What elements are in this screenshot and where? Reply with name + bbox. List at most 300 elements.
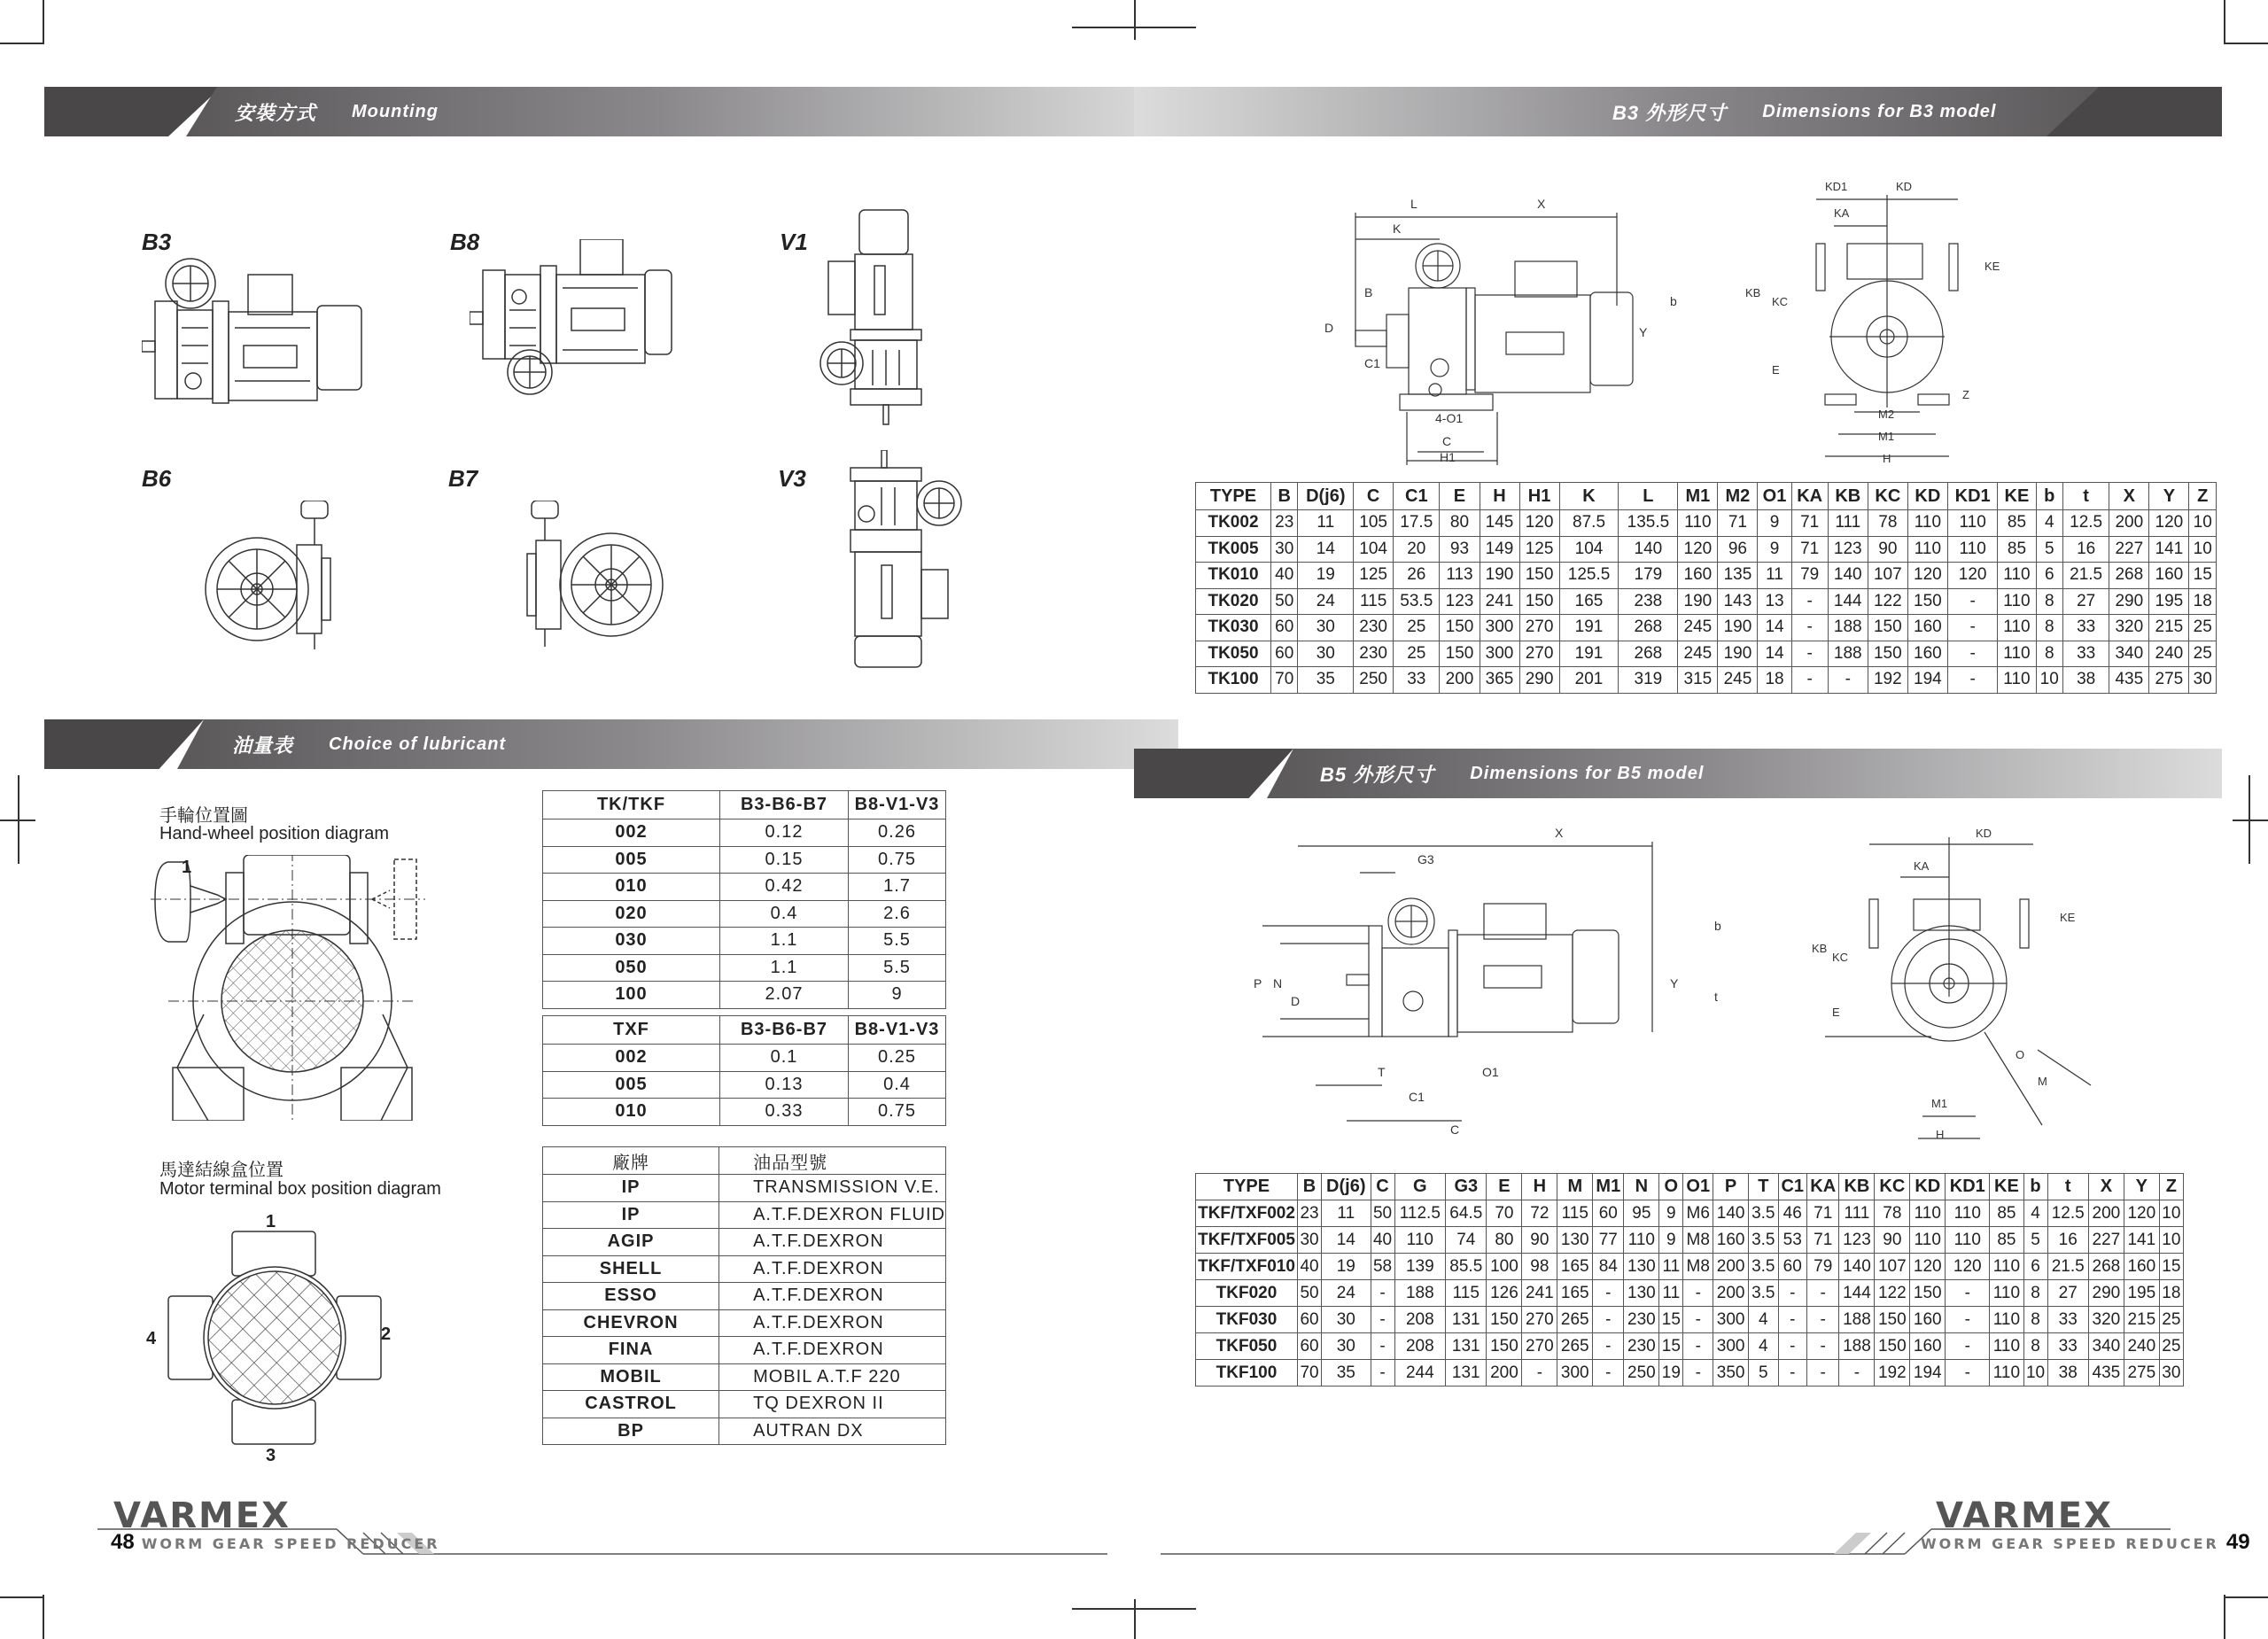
value-cell: 319	[1619, 667, 1678, 694]
table-row	[1196, 588, 2217, 615]
value-cell: 40	[1271, 563, 1298, 589]
value-cell: 245	[1678, 641, 1718, 667]
value-cell: 85	[1998, 510, 2036, 537]
table-row	[543, 874, 946, 901]
type-cell: TK020	[1196, 588, 1271, 615]
handwheel-caption-en: Hand-wheel position diagram	[159, 824, 390, 843]
svg-text:M1: M1	[1931, 1097, 1948, 1110]
oil-cell: A.T.F.DEXRON	[719, 1255, 946, 1283]
header-cell: O1	[1758, 483, 1791, 510]
header-cell: D(j6)	[1298, 483, 1354, 510]
b3-title-cn: B3 外形尺寸	[1612, 101, 1728, 124]
svg-text:Y: Y	[1639, 325, 1648, 339]
terminal-box-position-diagram	[164, 1227, 385, 1449]
value-cell: 16	[2062, 536, 2109, 563]
svg-text:H: H	[1936, 1128, 1945, 1141]
brand-cell: AGIP	[543, 1229, 719, 1256]
crop-mark	[43, 1595, 44, 1639]
brand-cell: ESSO	[543, 1283, 719, 1310]
value-cell: 50	[1298, 1280, 1322, 1307]
value-cell: 270	[1522, 1333, 1557, 1360]
table-row	[1196, 1333, 2184, 1360]
value-cell: 265	[1557, 1333, 1593, 1360]
value-cell: 30	[1322, 1333, 1371, 1360]
value-cell: 200	[1713, 1280, 1749, 1307]
header-cell: TYPE	[1196, 1174, 1298, 1200]
value-cell: 110	[1394, 1227, 1446, 1254]
value-cell: 4	[2023, 1200, 2047, 1227]
svg-text:KC: KC	[1772, 295, 1789, 308]
table-row	[1196, 1254, 2184, 1280]
mounting-title-en: Mounting	[352, 101, 439, 121]
header-cell: H	[1480, 483, 1519, 510]
svg-text:KD: KD	[1896, 180, 1913, 193]
cell: 5.5	[849, 928, 946, 955]
value-cell: 9	[1758, 536, 1791, 563]
brand-cell: MOBIL	[543, 1363, 719, 1391]
value-cell: 24	[1322, 1280, 1371, 1307]
value-cell: 126	[1487, 1280, 1522, 1307]
value-cell: 149	[1480, 536, 1519, 563]
type-cell: TK005	[1196, 536, 1271, 563]
value-cell: 150	[1875, 1307, 1910, 1333]
brand-cell: BP	[543, 1418, 719, 1445]
value-cell: 71	[1791, 536, 1828, 563]
table-row	[543, 1175, 946, 1202]
value-cell: M8	[1683, 1254, 1713, 1280]
value-cell: 320	[2088, 1307, 2124, 1333]
value-cell: 19	[1659, 1360, 1683, 1387]
svg-text:M: M	[2038, 1075, 2047, 1088]
type-cell: TKF100	[1196, 1360, 1298, 1387]
crop-mark	[2224, 1596, 2268, 1598]
value-cell: 165	[1557, 1280, 1593, 1307]
oil-cell: MOBIL A.T.F 220	[719, 1363, 946, 1391]
value-cell: 87.5	[1559, 510, 1619, 537]
table-row	[543, 1391, 946, 1418]
header-cell: KD1	[1946, 1174, 1990, 1200]
table-row	[543, 1309, 946, 1337]
header-cell: B3-B6-B7	[720, 1016, 849, 1045]
header-cell: K	[1559, 483, 1619, 510]
value-cell: 300	[1713, 1307, 1749, 1333]
value-cell: 125	[1519, 536, 1559, 563]
crop-mark	[2233, 820, 2268, 821]
value-cell: 60	[1298, 1307, 1322, 1333]
value-cell: 135.5	[1619, 510, 1678, 537]
type-cell: TK002	[1196, 510, 1271, 537]
value-cell: 250	[1624, 1360, 1659, 1387]
value-cell: 268	[2088, 1254, 2124, 1280]
value-cell: 100	[1487, 1254, 1522, 1280]
value-cell: 240	[2124, 1333, 2159, 1360]
oil-cell: A.T.F.DEXRON	[719, 1229, 946, 1256]
header-cell: G3	[1446, 1174, 1487, 1200]
crop-mark	[0, 1596, 44, 1598]
oil-cell: A.T.F.DEXRON FLUID	[719, 1201, 946, 1229]
value-cell: 95	[1624, 1200, 1659, 1227]
value-cell: 140	[1619, 536, 1678, 563]
value-cell: 84	[1593, 1254, 1624, 1280]
value-cell: 160	[1910, 1307, 1946, 1333]
header-cell: KC	[1875, 1174, 1910, 1200]
svg-text:b: b	[1714, 919, 1721, 933]
cell: 020	[543, 900, 720, 928]
value-cell: 123	[1440, 588, 1480, 615]
value-cell: 30	[2189, 667, 2217, 694]
value-cell: 70	[1298, 1360, 1322, 1387]
value-cell: 215	[2124, 1307, 2159, 1333]
footer-text-left: WORM GEAR SPEED REDUCER	[141, 1535, 440, 1552]
value-cell: 188	[1839, 1307, 1875, 1333]
value-cell: 160	[1713, 1227, 1749, 1254]
table-row	[543, 1201, 946, 1229]
header-cell: B	[1271, 483, 1298, 510]
value-cell: 110	[1998, 641, 2036, 667]
value-cell: 110	[1990, 1360, 2023, 1387]
table-row	[543, 1071, 946, 1099]
cell: 0.26	[849, 820, 946, 847]
header-cell: X	[2109, 483, 2149, 510]
b5-side-drawing	[1245, 820, 1741, 1147]
value-cell: 20	[1394, 536, 1440, 563]
header-cell: TXF	[543, 1016, 720, 1045]
value-cell: 4	[1749, 1307, 1778, 1333]
svg-text:B: B	[1364, 285, 1373, 299]
svg-text:T: T	[1378, 1065, 1386, 1079]
table-row	[543, 982, 946, 1009]
value-cell: -	[1778, 1280, 1806, 1307]
svg-text:b: b	[1670, 294, 1677, 308]
value-cell: 238	[1619, 588, 1678, 615]
value-cell: 160	[1910, 1333, 1946, 1360]
value-cell: 270	[1522, 1307, 1557, 1333]
value-cell: 435	[2088, 1360, 2124, 1387]
svg-text:Z: Z	[1962, 388, 1969, 401]
terminal-label-4: 4	[146, 1329, 157, 1348]
header-cell: X	[2088, 1174, 2124, 1200]
value-cell: 195	[2149, 588, 2189, 615]
value-cell: 110	[1907, 536, 1947, 563]
value-cell: 60	[1271, 641, 1298, 667]
value-cell: 3.5	[1749, 1254, 1778, 1280]
value-cell: 144	[1839, 1280, 1875, 1307]
value-cell: 6	[2036, 563, 2062, 589]
svg-text:D: D	[1291, 994, 1301, 1008]
crop-mark	[2224, 1595, 2225, 1639]
cell: 0.13	[720, 1071, 849, 1099]
svg-text:K: K	[1393, 221, 1402, 236]
value-cell: 144	[1828, 588, 1868, 615]
cell: 050	[543, 954, 720, 982]
cell: 002	[543, 820, 720, 847]
value-cell: -	[1946, 1333, 1990, 1360]
cell: 2.07	[720, 982, 849, 1009]
value-cell: 250	[1354, 667, 1394, 694]
value-cell: 150	[1868, 615, 1907, 641]
header-cell: KB	[1839, 1174, 1875, 1200]
value-cell: 340	[2088, 1333, 2124, 1360]
value-cell: 71	[1806, 1227, 1838, 1254]
value-cell: 115	[1446, 1280, 1487, 1307]
value-cell: 6	[2023, 1254, 2047, 1280]
terminal-label-3: 3	[266, 1446, 276, 1465]
value-cell: 192	[1875, 1360, 1910, 1387]
type-cell: TKF020	[1196, 1280, 1298, 1307]
value-cell: 33	[2062, 615, 2109, 641]
value-cell: 150	[1519, 563, 1559, 589]
value-cell: -	[1371, 1307, 1394, 1333]
type-cell: TK050	[1196, 641, 1271, 667]
value-cell: -	[1947, 641, 1998, 667]
value-cell: -	[1683, 1333, 1713, 1360]
value-cell: 215	[2149, 615, 2189, 641]
value-cell: 160	[2124, 1254, 2159, 1280]
value-cell: 150	[1440, 641, 1480, 667]
oil-cell: TQ DEXRON II	[719, 1391, 946, 1418]
value-cell: 90	[1875, 1227, 1910, 1254]
value-cell: 96	[1718, 536, 1758, 563]
value-cell: 104	[1354, 536, 1394, 563]
value-cell: -	[1778, 1360, 1806, 1387]
value-cell: 24	[1298, 588, 1354, 615]
table-row	[1196, 1200, 2184, 1227]
type-cell: TKF030	[1196, 1307, 1298, 1333]
value-cell: 265	[1557, 1307, 1593, 1333]
value-cell: 9	[1659, 1200, 1683, 1227]
value-cell: -	[1946, 1307, 1990, 1333]
header-cell: E	[1487, 1174, 1522, 1200]
b3-banner	[1134, 87, 2222, 136]
type-cell: TKF/TXF002	[1196, 1200, 1298, 1227]
dim-label: L	[1410, 197, 1418, 211]
table-row	[1196, 615, 2217, 641]
cell: 005	[543, 1071, 720, 1099]
table-row	[543, 1045, 946, 1072]
oil-table-txf-header	[543, 1016, 946, 1045]
b5-dimension-table	[1195, 1173, 2184, 1387]
crop-mark	[2224, 0, 2225, 44]
svg-text:KE: KE	[1984, 260, 2000, 273]
mounting-label-b8: B8	[450, 229, 480, 255]
oil-cell: A.T.F.DEXRON	[719, 1309, 946, 1337]
value-cell: 40	[1371, 1227, 1394, 1254]
table-header-row	[1196, 483, 2217, 510]
value-cell: 190	[1480, 563, 1519, 589]
type-cell: TK010	[1196, 563, 1271, 589]
value-cell: 64.5	[1446, 1200, 1487, 1227]
value-cell: 150	[1910, 1280, 1946, 1307]
value-cell: 30	[1298, 615, 1354, 641]
value-cell: 435	[2109, 667, 2149, 694]
value-cell: 21.5	[2062, 563, 2109, 589]
value-cell: 78	[1875, 1200, 1910, 1227]
crop-mark	[1134, 0, 1136, 40]
table-row	[543, 1283, 946, 1310]
brand-cell: IP	[543, 1201, 719, 1229]
value-cell: 120	[1519, 510, 1559, 537]
terminal-caption-en: Motor terminal box position diagram	[159, 1179, 441, 1199]
svg-text:Y: Y	[1670, 976, 1679, 990]
value-cell: -	[1791, 615, 1828, 641]
value-cell: 11	[1659, 1254, 1683, 1280]
cell: 010	[543, 1099, 720, 1126]
type-cell: TKF050	[1196, 1333, 1298, 1360]
value-cell: 25	[1394, 615, 1440, 641]
value-cell: 40	[1298, 1254, 1322, 1280]
svg-text:C1: C1	[1364, 356, 1380, 370]
value-cell: -	[1522, 1360, 1557, 1387]
value-cell: 5	[2023, 1227, 2047, 1254]
value-cell: 5	[2036, 536, 2062, 563]
value-cell: 110	[1910, 1200, 1946, 1227]
value-cell: 23	[1271, 510, 1298, 537]
value-cell: 227	[2088, 1227, 2124, 1254]
value-cell: 150	[1487, 1307, 1522, 1333]
header-cell: KE	[1998, 483, 2036, 510]
value-cell: 300	[1557, 1360, 1593, 1387]
table-row	[543, 846, 946, 874]
v1-mounting-drawing	[819, 208, 970, 430]
value-cell: -	[1791, 588, 1828, 615]
header-cell: Y	[2124, 1174, 2159, 1200]
cell: 2.6	[849, 900, 946, 928]
value-cell: 30	[1322, 1307, 1371, 1333]
value-cell: 131	[1446, 1333, 1487, 1360]
header-cell: KD1	[1947, 483, 1998, 510]
value-cell: 98	[1522, 1254, 1557, 1280]
value-cell: 143	[1718, 588, 1758, 615]
oil-cell: A.T.F.DEXRON	[719, 1337, 946, 1364]
header-cell: B3-B6-B7	[720, 791, 849, 820]
value-cell: 125.5	[1559, 563, 1619, 589]
terminal-label-1: 1	[266, 1212, 276, 1231]
value-cell: 190	[1718, 641, 1758, 667]
b5-front-drawing	[1798, 820, 2117, 1147]
value-cell: 74	[1446, 1227, 1487, 1254]
header-cell: Z	[2189, 483, 2217, 510]
value-cell: 60	[1271, 615, 1298, 641]
value-cell: 14	[1298, 536, 1354, 563]
value-cell: -	[1778, 1307, 1806, 1333]
oil-table-tk	[542, 790, 946, 1009]
value-cell: 85	[1990, 1227, 2023, 1254]
svg-text:X: X	[1537, 197, 1546, 211]
value-cell: 123	[1839, 1227, 1875, 1254]
lubricant-title-cn: 油量表	[232, 734, 294, 757]
mounting-label-v1: V1	[780, 229, 808, 255]
value-cell: 107	[1875, 1254, 1910, 1280]
value-cell: 110	[1946, 1227, 1990, 1254]
value-cell: 227	[2109, 536, 2149, 563]
value-cell: 12.5	[2062, 510, 2109, 537]
header-cell: M1	[1678, 483, 1718, 510]
footer-right	[1921, 1530, 2250, 1555]
value-cell: -	[1839, 1360, 1875, 1387]
header-cell: O1	[1683, 1174, 1713, 1200]
brand-cell: FINA	[543, 1337, 719, 1364]
header-cell: Z	[2159, 1174, 2183, 1200]
value-cell: 112.5	[1394, 1200, 1446, 1227]
crop-mark	[43, 0, 44, 44]
value-cell: 275	[2124, 1360, 2159, 1387]
header-cell: O	[1659, 1174, 1683, 1200]
value-cell: 113	[1440, 563, 1480, 589]
value-cell: 200	[2109, 510, 2149, 537]
value-cell: 5	[1749, 1360, 1778, 1387]
header-cell: P	[1713, 1174, 1749, 1200]
table-row	[1196, 563, 2217, 589]
varmex-logo-right: VARMEX	[1936, 1495, 2113, 1536]
value-cell: 79	[1806, 1254, 1838, 1280]
value-cell: 290	[2088, 1280, 2124, 1307]
value-cell: 110	[1998, 667, 2036, 694]
b3-title-en: Dimensions for B3 model	[1762, 101, 1997, 121]
table-row	[543, 820, 946, 847]
table-row	[543, 1255, 946, 1283]
cell: 0.12	[720, 820, 849, 847]
value-cell: 107	[1868, 563, 1907, 589]
value-cell: 85	[1998, 536, 2036, 563]
header-cell: C1	[1394, 483, 1440, 510]
value-cell: 270	[1519, 615, 1559, 641]
value-cell: 50	[1271, 588, 1298, 615]
value-cell: 8	[2036, 641, 2062, 667]
value-cell: 300	[1480, 615, 1519, 641]
value-cell: 230	[1354, 641, 1394, 667]
table-row	[1196, 536, 2217, 563]
value-cell: 315	[1678, 667, 1718, 694]
mounting-label-b6: B6	[142, 465, 172, 492]
b3-dimension-table	[1195, 482, 2217, 694]
value-cell: 290	[1519, 667, 1559, 694]
value-cell: 110	[1678, 510, 1718, 537]
b3-side-drawing	[1311, 190, 1683, 474]
cell: 1.1	[720, 954, 849, 982]
cell: 030	[543, 928, 720, 955]
svg-text:H: H	[1883, 452, 1891, 465]
value-cell: 290	[2109, 588, 2149, 615]
value-cell: 160	[1907, 615, 1947, 641]
b8-mounting-drawing	[470, 239, 673, 399]
cell: 0.15	[720, 846, 849, 874]
value-cell: 120	[1910, 1254, 1946, 1280]
value-cell: 111	[1839, 1200, 1875, 1227]
header-cell: B	[1298, 1174, 1322, 1200]
svg-text:KD1: KD1	[1825, 180, 1848, 193]
svg-text:D: D	[1324, 321, 1334, 335]
value-cell: 340	[2109, 641, 2149, 667]
header-cell: E	[1440, 483, 1480, 510]
table-row	[543, 1229, 946, 1256]
table-row	[543, 1363, 946, 1391]
value-cell: 30	[1298, 1227, 1322, 1254]
header-cell: T	[1749, 1174, 1778, 1200]
value-cell: 8	[2023, 1333, 2047, 1360]
crop-mark	[18, 775, 19, 864]
table-row	[543, 928, 946, 955]
value-cell: 71	[1791, 510, 1828, 537]
value-cell: 110	[1910, 1227, 1946, 1254]
value-cell: M8	[1683, 1227, 1713, 1254]
value-cell: 130	[1624, 1254, 1659, 1280]
value-cell: 71	[1718, 510, 1758, 537]
value-cell: 160	[1907, 641, 1947, 667]
header-cell: H1	[1519, 483, 1559, 510]
cell: 0.4	[849, 1071, 946, 1099]
oil-cell: AUTRAN DX	[719, 1418, 946, 1445]
value-cell: 35	[1322, 1360, 1371, 1387]
